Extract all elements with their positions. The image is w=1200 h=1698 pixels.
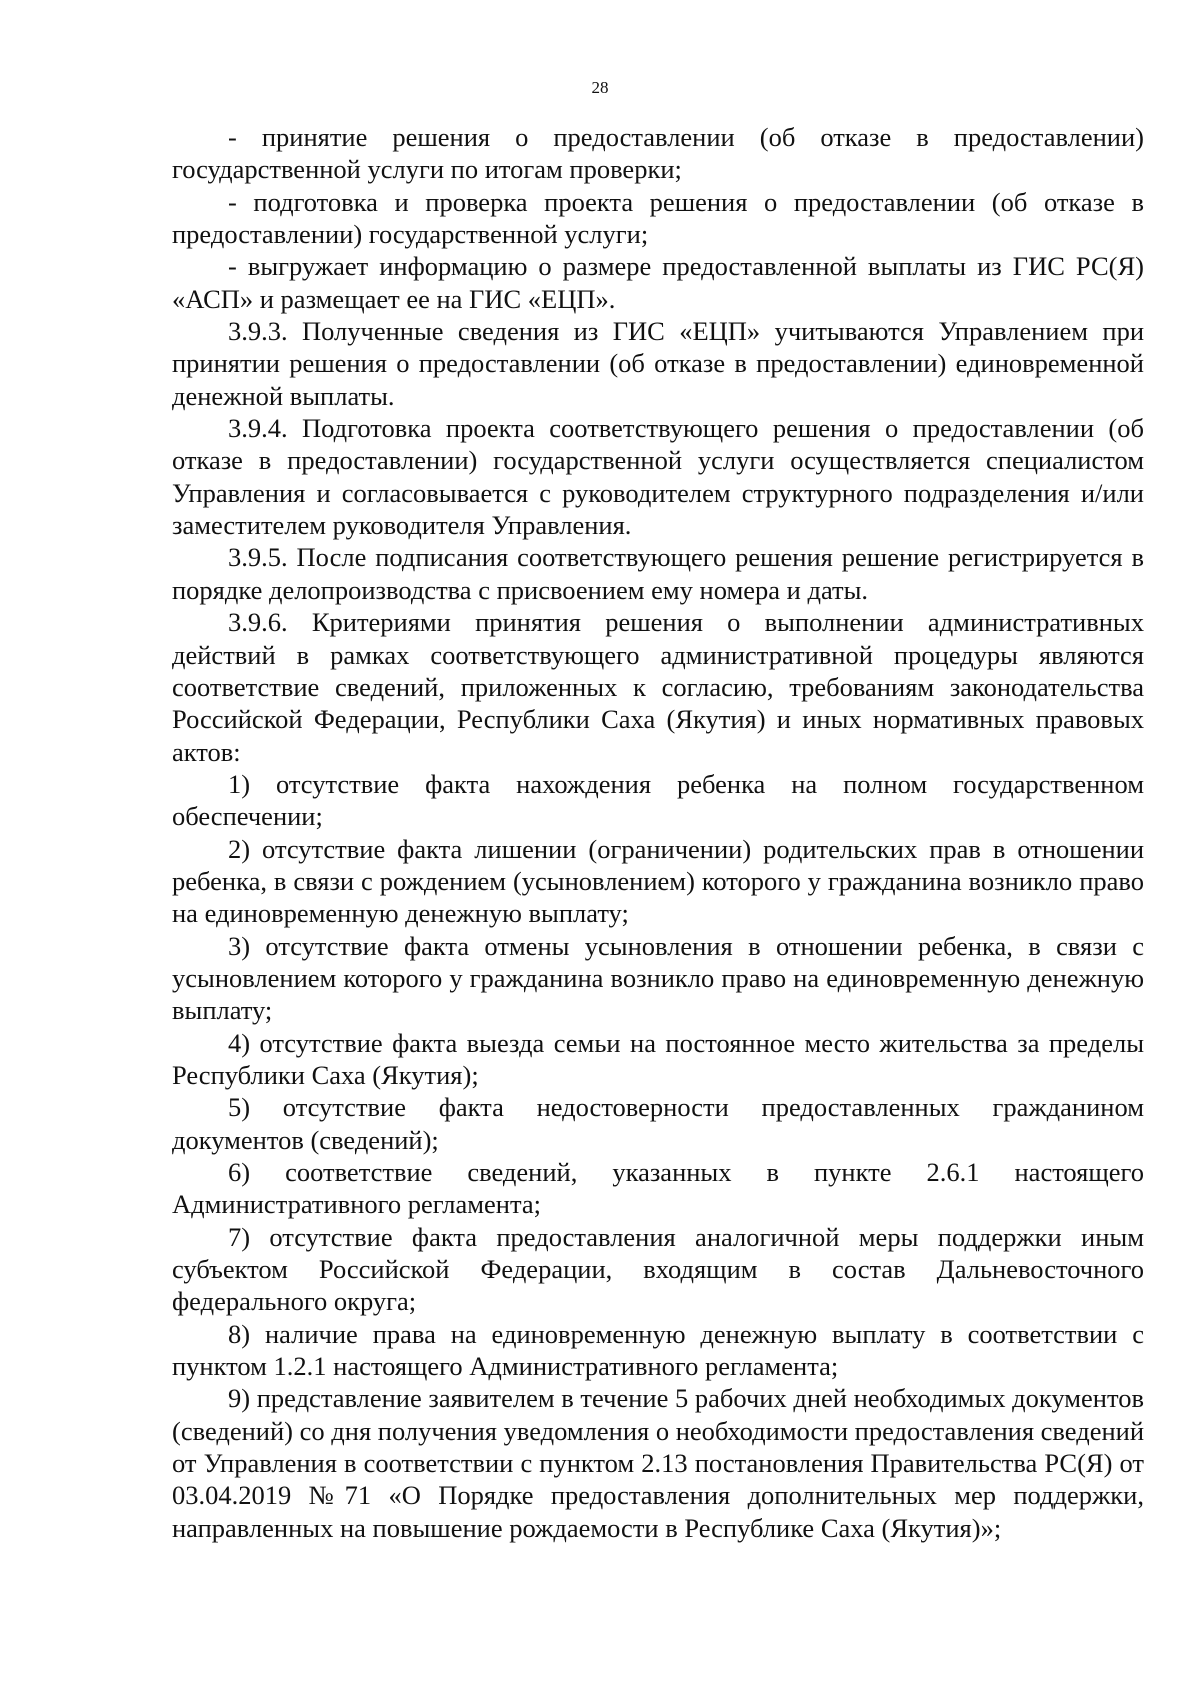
criterion-5: 5) отсутствие факта недостоверности предоставленных гражданином документов (сведений);	[172, 1092, 1144, 1155]
criterion-2: 2) отсутствие факта лишении (ограничении) родительских прав в отношении ребенка, в связи с рождением (усыновлением) которого у гражданина возникло право на единовременную денежную выплату;	[172, 833, 1144, 929]
criterion-8: 8) наличие права на единовременную денежную выплату в соответствии с пунктом 1.2.1 настоящего Административного регламента;	[172, 1318, 1144, 1382]
criterion-9: 9) представление заявителем в течение 5 рабочих дней необходимых документов (сведений) со дня получения уведомления о необходимости предоставления сведений от Управления в соответствии с пунктом 2.13 постановления Правительства РС(Я) от 03.04.2019 №71 «О Порядке предоставления дополнительных мер поддержки, направленных на повышение рождаемости в Республике Саха (Якутия)»;	[172, 1383, 1144, 1543]
criterion-3: 3) отсутствие факта отмены усыновления в отношении ребенка, в связи с усыновлением которого у гражданина возникло право на единовременную денежную выплату;	[172, 930, 1144, 1026]
paragraph-3-9-4: 3.9.4. Подготовка проекта соответствующего решения о предоставлении (об отказе в предоставлении) государственной услуги осуществляется специалистом Управления и согласовывается с руководителем структурного подразделения и/или заместителем руководителя Управления.	[172, 413, 1144, 541]
criterion-7: 7) отсутствие факта предоставления аналогичной меры поддержки иным субъектом Российской Федерации, входящим в состав Дальневосточного федерального округа;	[172, 1221, 1144, 1317]
criterion-6: 6) соответствие сведений, указанных в пункте 2.6.1 настоящего Административного регламента;	[172, 1157, 1144, 1220]
document-body	[172, 121, 1144, 1544]
paragraph-3-9-6: 3.9.6. Критериями принятия решения о выполнении административных действий в рамках соответствующего административной процедуры являются соответствие сведений, приложенных к согласию, требованиям законодательства Российской Федерации, Республики Саха (Якутия) и иных нормативных правовых актов:	[172, 607, 1144, 767]
paragraph-upload-info: - выгружает информацию о размере предоставленной выплаты из ГИС РС(Я) «АСП» и размещает ее на ГИС «ЕЦП».	[172, 251, 1144, 314]
paragraph-decision: - принятие решения о предоставлении (об отказе в предоставлении) государственной услуги по итогам проверки;	[172, 122, 1144, 185]
criterion-4: 4) отсутствие факта выезда семьи на постоянное место жительства за пределы Республики Саха (Якутия);	[172, 1027, 1144, 1090]
page-number: 28	[591, 78, 609, 97]
paragraph-draft-preparation: - подготовка и проверка проекта решения о предоставлении (об отказе в предоставлении) государственной услуги;	[172, 186, 1144, 250]
paragraph-3-9-5: 3.9.5. После подписания соответствующего решения решение регистрируется в порядке делопроизводства с присвоением ему номера и даты.	[172, 542, 1144, 605]
paragraph-3-9-3: 3.9.3. Полученные сведения из ГИС «ЕЦП» учитываются Управлением при принятии решения о предоставлении (об отказе в предоставлении) единовременной денежной выплаты.	[172, 316, 1144, 411]
criterion-1: 1) отсутствие факта нахождения ребенка на полном государственном обеспечении;	[172, 768, 1144, 832]
